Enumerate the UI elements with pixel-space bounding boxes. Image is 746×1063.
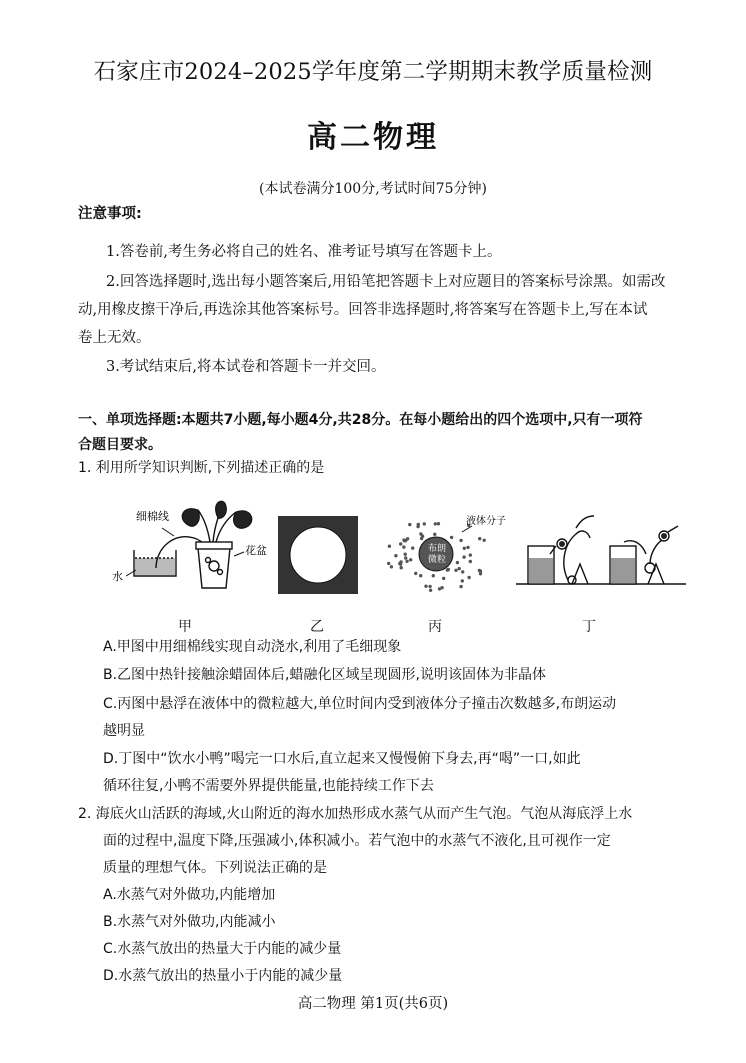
label-water: 水 <box>112 570 123 583</box>
q2-stem-line-2: 面的过程中,温度下降,压强减小,体积减小。若气泡中的水蒸气不液化,且可视作一定 <box>103 833 611 849</box>
notice-line-2: 2.回答选择题时,选出每小题答案后,用铅笔把答题卡上对应题目的答案标号涂黑。如需改 <box>106 274 666 290</box>
liquid-molecule <box>399 542 402 545</box>
liquid-molecule <box>454 569 457 572</box>
label-thread: 细棉线 <box>136 510 169 523</box>
label-particle: 布朗 <box>428 544 447 554</box>
liquid-molecule <box>417 523 420 526</box>
liquid-molecule <box>404 556 407 559</box>
liquid-molecule <box>429 589 432 592</box>
figure-ding <box>510 514 690 596</box>
label-pot: 花盆 <box>245 544 267 557</box>
q2-option-c: C.水蒸气放出的热量大于内能的减少量 <box>103 941 342 957</box>
liquid-molecule <box>461 570 464 573</box>
figure-yi <box>278 516 358 594</box>
liquid-molecule <box>409 558 412 561</box>
liquid-molecule <box>428 585 431 588</box>
liquid-molecule <box>399 560 402 563</box>
liquid-molecule <box>463 547 466 550</box>
liquid-molecule <box>469 560 472 563</box>
liquid-molecule <box>390 565 393 568</box>
liquid-molecule <box>458 567 461 570</box>
figure-label-ding: 丁 <box>582 619 596 635</box>
liquid-molecule <box>462 555 465 558</box>
liquid-molecule <box>440 586 443 589</box>
liquid-molecule <box>404 553 407 556</box>
q2-stem-line-1: 2. 海底火山活跃的海域,火山附近的海水加热形成水蒸气从而产生气泡。气泡从海底浮上水 <box>78 806 633 822</box>
q1-option-d: D.丁图中“饮水小鸭”喝完一口水后,直立起来又慢慢俯下身去,再“喝”一口,如此 <box>103 751 581 767</box>
liquid-molecule <box>388 545 391 548</box>
liquid-molecule <box>405 560 408 563</box>
label-particle-2: 微粒 <box>428 555 447 565</box>
notice-line-3: 动,用橡皮擦干净后,再选涂其他答案标号。回答非选择题时,将答案写在答题卡上,写在本试 <box>78 302 648 318</box>
figure-label-bing: 丙 <box>428 619 442 635</box>
liquid-molecule <box>408 523 411 526</box>
liquid-molecule <box>461 579 464 582</box>
liquid-molecule <box>432 574 435 577</box>
figure-label-jia: 甲 <box>178 619 192 635</box>
q1-option-c-cont: 越明显 <box>103 723 145 739</box>
notice-heading: 注意事项: <box>78 206 142 222</box>
liquid-molecule <box>434 522 437 525</box>
q2-option-b: B.水蒸气对外做功,内能减小 <box>103 914 276 930</box>
liquid-molecule <box>433 533 436 536</box>
section-heading-line-1: 一、单项选择题:本题共7小题,每小题4分,共28分。在每小题给出的四个选项中,只有一项符 <box>78 412 643 428</box>
q1-option-a: A.甲图中用细棉线实现自动浇水,利用了毛细现象 <box>103 639 402 655</box>
q2-option-d: D.水蒸气放出的热量小于内能的减少量 <box>103 968 343 984</box>
liquid-molecule <box>419 574 422 577</box>
liquid-molecule <box>424 585 427 588</box>
figure-bing <box>386 512 518 596</box>
liquid-molecule <box>459 539 462 542</box>
notice-line-5: 3.考试结束后,将本试卷和答题卡一并交回。 <box>106 359 386 375</box>
liquid-molecule <box>423 522 426 525</box>
liquid-molecule <box>394 554 397 557</box>
notice-line-4: 卷上无效。 <box>78 330 151 346</box>
liquid-molecule <box>456 561 459 564</box>
notice-line-1: 1.答卷前,考生务必将自己的姓名、准考证号填写在答题卡上。 <box>106 244 502 260</box>
section-heading-line-2: 合题目要求。 <box>78 437 162 453</box>
liquid-molecule <box>450 536 453 539</box>
liquid-molecule <box>479 572 482 575</box>
liquid-molecule <box>402 538 405 541</box>
liquid-molecule <box>442 577 445 580</box>
liquid-molecule <box>466 546 469 549</box>
exam-title: 石家庄市2024–2025学年度第二学期期末教学质量检测 <box>93 59 653 85</box>
liquid-molecule <box>419 532 422 535</box>
liquid-molecule <box>402 545 405 548</box>
liquid-molecule <box>469 553 472 556</box>
liquid-molecule <box>447 568 450 571</box>
liquid-molecule <box>406 537 409 540</box>
subject-title: 高二物理 <box>307 120 439 155</box>
q2-option-a: A.水蒸气对外做功,内能增加 <box>103 887 276 903</box>
liquid-molecule <box>478 537 481 540</box>
liquid-molecule <box>387 562 390 565</box>
q1-option-d-cont: 循环往复,小鸭不需要外界提供能量,也能持续工作下去 <box>103 778 434 794</box>
liquid-molecule <box>411 546 414 549</box>
liquid-molecule <box>400 566 403 569</box>
label-molecule: 液体分子 <box>466 516 506 527</box>
q2-stem-line-3: 质量的理想气体。下列说法正确的是 <box>103 860 327 876</box>
page-footer: 高二物理 第1页(共6页) <box>297 996 449 1012</box>
liquid-molecule <box>437 522 440 525</box>
figure-jia <box>112 498 284 596</box>
exam-meta: (本试卷满分100分,考试时间75分钟) <box>259 181 487 197</box>
figure-label-yi: 乙 <box>310 619 324 635</box>
q1-option-b: B.乙图中热针接触涂蜡固体后,蜡融化区域呈现圆形,说明该固体为非晶体 <box>103 667 546 683</box>
liquid-molecule <box>459 585 462 588</box>
liquid-molecule <box>414 572 417 575</box>
q1-option-c: C.丙图中悬浮在液体中的微粒越大,单位时间内受到液体分子撞击次数越多,布朗运动 <box>103 696 617 712</box>
liquid-molecule <box>483 539 486 542</box>
liquid-molecule <box>467 576 470 579</box>
q1-stem: 1. 利用所学知识判断,下列描述正确的是 <box>78 460 325 476</box>
